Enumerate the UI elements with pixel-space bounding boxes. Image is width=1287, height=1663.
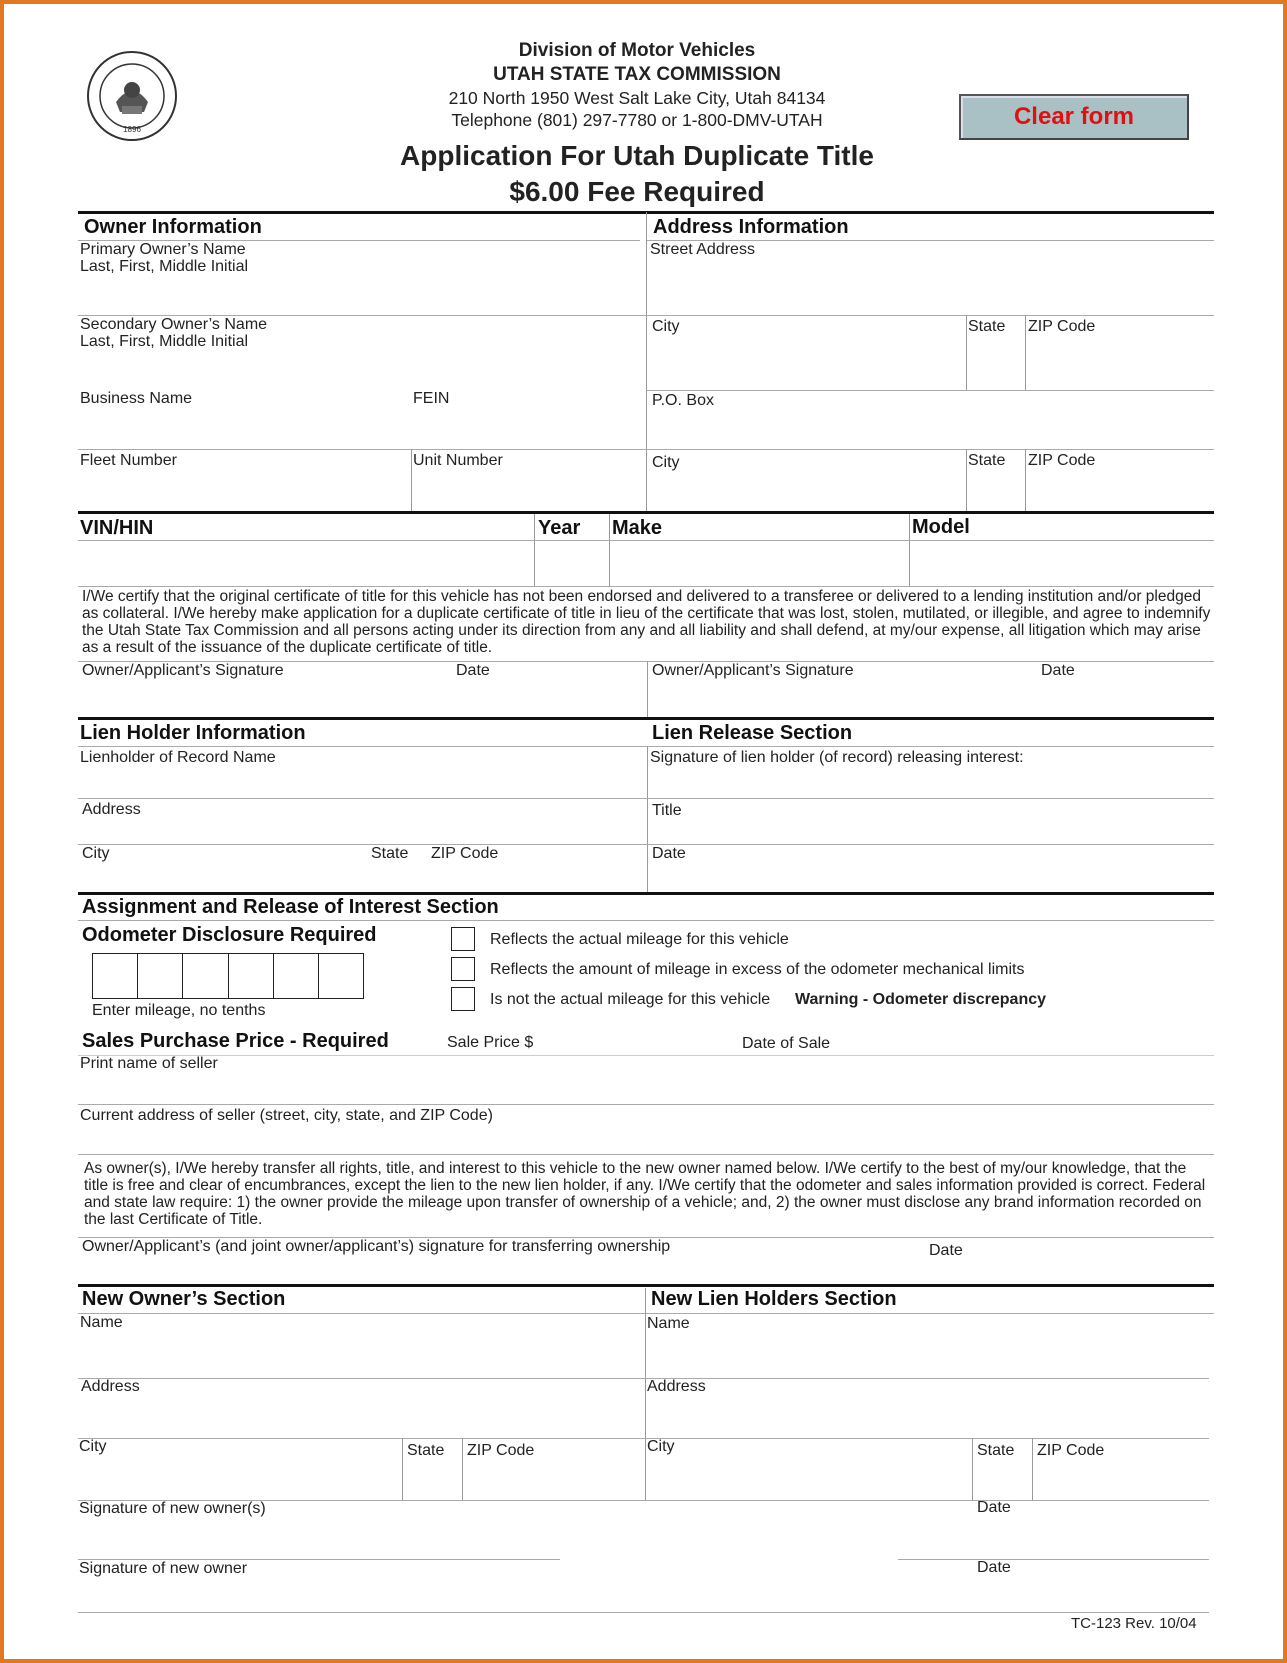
page-title: Application For Utah Duplicate Title	[400, 140, 874, 171]
new-owner-heading: New Owner’s Section	[82, 1288, 286, 1310]
lienholder-zip-label: ZIP Code	[431, 845, 499, 862]
zip2-label: ZIP Code	[1028, 452, 1096, 469]
unit-number-label: Unit Number	[413, 452, 503, 469]
assignment-heading: Assignment and Release of Interest Section	[82, 896, 499, 918]
owner-signature-label: Owner/Applicant’s Signature	[82, 662, 284, 679]
new-lien-city-label: City	[647, 1438, 675, 1455]
lien-holder-heading: Lien Holder Information	[80, 722, 306, 744]
mileage-hint: Enter mileage, no tenths	[92, 1002, 266, 1019]
address-info-heading: Address Information	[653, 216, 849, 238]
new-owner-zip-label: ZIP Code	[467, 1442, 535, 1459]
lienholder-state-label: State	[371, 845, 409, 862]
pobox-label: P.O. Box	[652, 392, 714, 409]
transfer-signature-label: Owner/Applicant’s (and joint owner/applicant’s) signature for transferring ownership	[82, 1238, 671, 1255]
date-of-sale-label: Date of Sale	[742, 1035, 831, 1052]
make-heading: Make	[612, 517, 663, 539]
lien-date-label: Date	[652, 845, 686, 862]
secondary-owner-sublabel: Last, First, Middle Initial	[80, 333, 249, 350]
header-telephone: Telephone (801) 297-7780 or 1-800-DMV-UTAH	[451, 110, 823, 130]
new-owner-sig2-label: Signature of new owner	[79, 1560, 248, 1577]
form-id: TC-123 Rev. 10/04	[1071, 1615, 1197, 1632]
actual-mileage-label: Reflects the actual mileage for this vehicle	[490, 931, 789, 948]
new-lien-heading: New Lien Holders Section	[651, 1288, 897, 1310]
owner-date-label: Date	[456, 662, 490, 679]
fleet-number-label: Fleet Number	[80, 452, 177, 469]
new-lien-date2-label: Date	[977, 1559, 1011, 1576]
certification-text: I/We certify that the original certificate of title for this vehicle has not been endorsed and delivered to a transferee or delivered to a lending institution and/or pledged as collateral. I/We hereby make application for a duplicate certificate of title in lieu of the certificate that was lost, stolen, mutilated, or illegible, and agree to indemnify the Utah State Tax Commission and all persons acting under its direction from any and all liability and shall defend, at my/our expense, all litigation which may arise as a result of the issuance of the duplicate certificate of title.	[82, 588, 1211, 656]
lien-signature-label: Signature of lien holder (of record) releasing interest:	[650, 749, 1024, 766]
secondary-owner-label: Secondary Owner’s Name	[80, 316, 268, 333]
sale-price-label: Sale Price $	[447, 1034, 534, 1051]
mileage-digit[interactable]	[319, 954, 363, 998]
mileage-digit[interactable]	[93, 954, 138, 998]
primary-owner-label: Primary Owner’s Name	[80, 241, 246, 258]
mileage-digit[interactable]	[229, 954, 274, 998]
owner-info-heading: Owner Information	[84, 216, 262, 238]
seal-year-text: 1896	[123, 125, 141, 134]
seller-address-label: Current address of seller (street, city, state, and ZIP Code)	[80, 1107, 493, 1124]
business-name-label: Business Name	[80, 390, 193, 407]
new-lien-state-label: State	[977, 1442, 1015, 1459]
header-commission: UTAH STATE TAX COMMISSION	[493, 64, 781, 85]
new-owner-sig1-label: Signature of new owner(s)	[79, 1500, 266, 1517]
year-heading: Year	[538, 517, 581, 539]
new-lien-date1-label: Date	[977, 1499, 1011, 1516]
model-heading: Model	[912, 516, 970, 538]
lien-title-label: Title	[652, 802, 682, 819]
not-actual-mileage-label: Is not the actual mileage for this vehicle	[490, 991, 771, 1008]
primary-owner-sublabel: Last, First, Middle Initial	[80, 258, 249, 275]
mileage-digit[interactable]	[274, 954, 319, 998]
owner2-date-label: Date	[1041, 662, 1075, 679]
fee-required: $6.00 Fee Required	[509, 176, 765, 207]
new-lien-zip-label: ZIP Code	[1037, 1442, 1105, 1459]
lien-release-heading: Lien Release Section	[652, 722, 853, 744]
new-owner-city-label: City	[79, 1438, 107, 1455]
new-lien-address-label: Address	[647, 1378, 706, 1395]
lienholder-address-label: Address	[82, 801, 141, 818]
mileage-input[interactable]	[92, 953, 364, 999]
vin-heading: VIN/HIN	[80, 517, 154, 539]
lienholder-name-label: Lienholder of Record Name	[80, 749, 276, 766]
state-label: State	[968, 318, 1006, 335]
new-owner-address-label: Address	[81, 1378, 140, 1395]
city-label: City	[652, 318, 680, 335]
new-lien-name-label: Name	[647, 1315, 690, 1332]
header-address: 210 North 1950 West Salt Lake City, Utah 84134	[448, 88, 826, 108]
mileage-digit[interactable]	[183, 954, 228, 998]
new-owner-state-label: State	[407, 1442, 445, 1459]
city2-label: City	[652, 454, 680, 471]
state2-label: State	[968, 452, 1006, 469]
not-actual-mileage-checkbox[interactable]	[451, 987, 475, 1011]
header-division: Division of Motor Vehicles	[518, 40, 756, 61]
sales-heading: Sales Purchase Price - Required	[82, 1030, 389, 1052]
actual-mileage-checkbox[interactable]	[451, 927, 475, 951]
seller-name-label: Print name of seller	[80, 1055, 218, 1072]
zip-label: ZIP Code	[1028, 318, 1096, 335]
odometer-heading: Odometer Disclosure Required	[82, 924, 377, 946]
mileage-digit[interactable]	[138, 954, 183, 998]
excess-mileage-checkbox[interactable]	[451, 957, 475, 981]
owner2-signature-label: Owner/Applicant’s Signature	[652, 662, 854, 679]
fein-label: FEIN	[413, 390, 450, 407]
street-address-label: Street Address	[650, 241, 755, 258]
transfer-text: As owner(s), I/We hereby transfer all rights, title, and interest to this vehicle to the new owner named below. I/We certify to the best of my/our knowledge, that the title is free and clear of encumbrances, except the lien to the new lien holder, if any. I/We certify that the odometer and sales information provided is correct. Federal and state law require: 1) the owner provide the mileage upon transfer of ownership of a vehicle; and, 2) the owner must disclose any brand information recorded on the last Certificate of Title.	[84, 1160, 1206, 1228]
clear-form-button[interactable]: Clear form	[959, 94, 1189, 140]
new-owner-name-label: Name	[80, 1314, 123, 1331]
odometer-warning: Warning - Odometer discrepancy	[795, 991, 1047, 1008]
transfer-date-label: Date	[929, 1242, 963, 1259]
excess-mileage-label: Reflects the amount of mileage in excess of the odometer mechanical limits	[490, 961, 1025, 978]
lienholder-city-label: City	[82, 845, 110, 862]
